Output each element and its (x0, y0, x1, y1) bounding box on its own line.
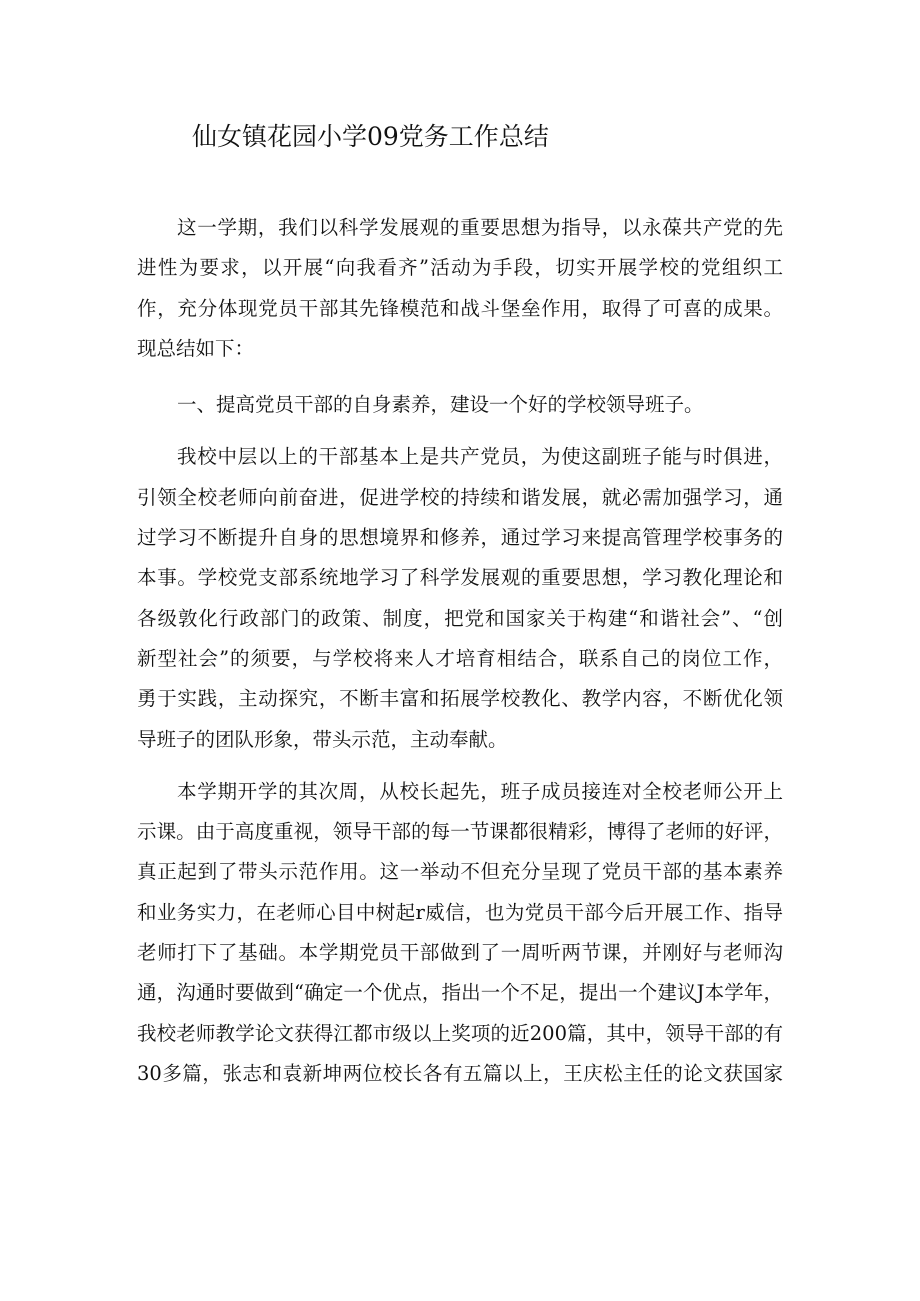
paragraph-line: 示课。由于高度重视，领导干部的每一节课都很精彩，博得了老师的好评， (137, 820, 783, 844)
paragraph-line: 我校老师教学论文获得江都市级以上奖项的近200篇，其中，领导干部的有 (137, 1021, 783, 1045)
paragraph-line: 各级敦化行政部门的政策、制度，把党和国家关于构建“和谐社会”、“创 (137, 606, 783, 630)
document-title: 仙女镇花园小学09党务工作总结 (192, 122, 549, 151)
paragraph-line: 30多篇，张志和袁新坤两位校长各有五篇以上，王庆松主任的论文获国家 (137, 1061, 783, 1085)
paragraph-line: 进性为要求，以开展“向我看齐”活动为手段，切实开展学校的党组织工 (137, 256, 783, 280)
paragraph-line: 过学习不断提升自身的思想境界和修养，通过学习来提高管理学校事务的 (137, 526, 783, 550)
paragraph-line: 勇于实践，主动探究，不断丰富和拓展学校教化、教学内容，不断优化领 (137, 687, 783, 711)
paragraph-line: 和业务实力，在老师心目中树起r威信，也为党员干部今后开展工作、指导 (137, 900, 783, 924)
paragraph-line: 引领全校老师向前奋进，促进学校的持续和谐发展，就必需加强学习，通 (137, 485, 783, 509)
paragraph-gap (137, 760, 783, 772)
paragraph-line: 新型社会”的须要，与学校将来人才培育相结合，联系自己的岗位工作， (137, 646, 783, 670)
paragraph-line: 作，充分体现党员干部其先锋模范和战斗堡垒作用，取得了可喜的成果。 (137, 296, 783, 320)
paragraph-line: 这一学期，我们以科学发展观的重要思想为指导，以永葆共产党的先 (177, 216, 783, 239)
paragraph-gap (137, 425, 783, 437)
paragraph-line: 导班子的团队形象，带头示范，主动奉献。 (137, 727, 508, 751)
paragraph-line: 我校中层以上的干部基本上是共产党员，为使这副班子能与时俱进， (177, 445, 783, 469)
paragraph-line: 现总结如下： (137, 336, 255, 360)
paragraph-line: 真正起到了带头示范作用。这一举动不但充分呈现了党员干部的基本素养 (137, 860, 783, 884)
paragraph-line: 本事。学校党支部系统地学习了科学发展观的重要思想，学习教化理论和 (137, 566, 783, 590)
section-heading: 一、提高党员干部的自身素养，建设一个好的学校领导班子。 (177, 393, 704, 417)
paragraph-line: 通，沟通时要做到“确定一个优点，指出一个不足，提出一个建议J本学年， (137, 981, 783, 1005)
paragraph-line: 老师打下了基础。本学期党员干部做到了一周听两节课，并刚好与老师沟 (137, 941, 783, 965)
paragraph-gap (137, 369, 783, 385)
document-body (137, 208, 783, 1094)
paragraph-line: 本学期开学的其次周，从校长起先，班子成员接连对全校老师公开上 (177, 779, 783, 803)
